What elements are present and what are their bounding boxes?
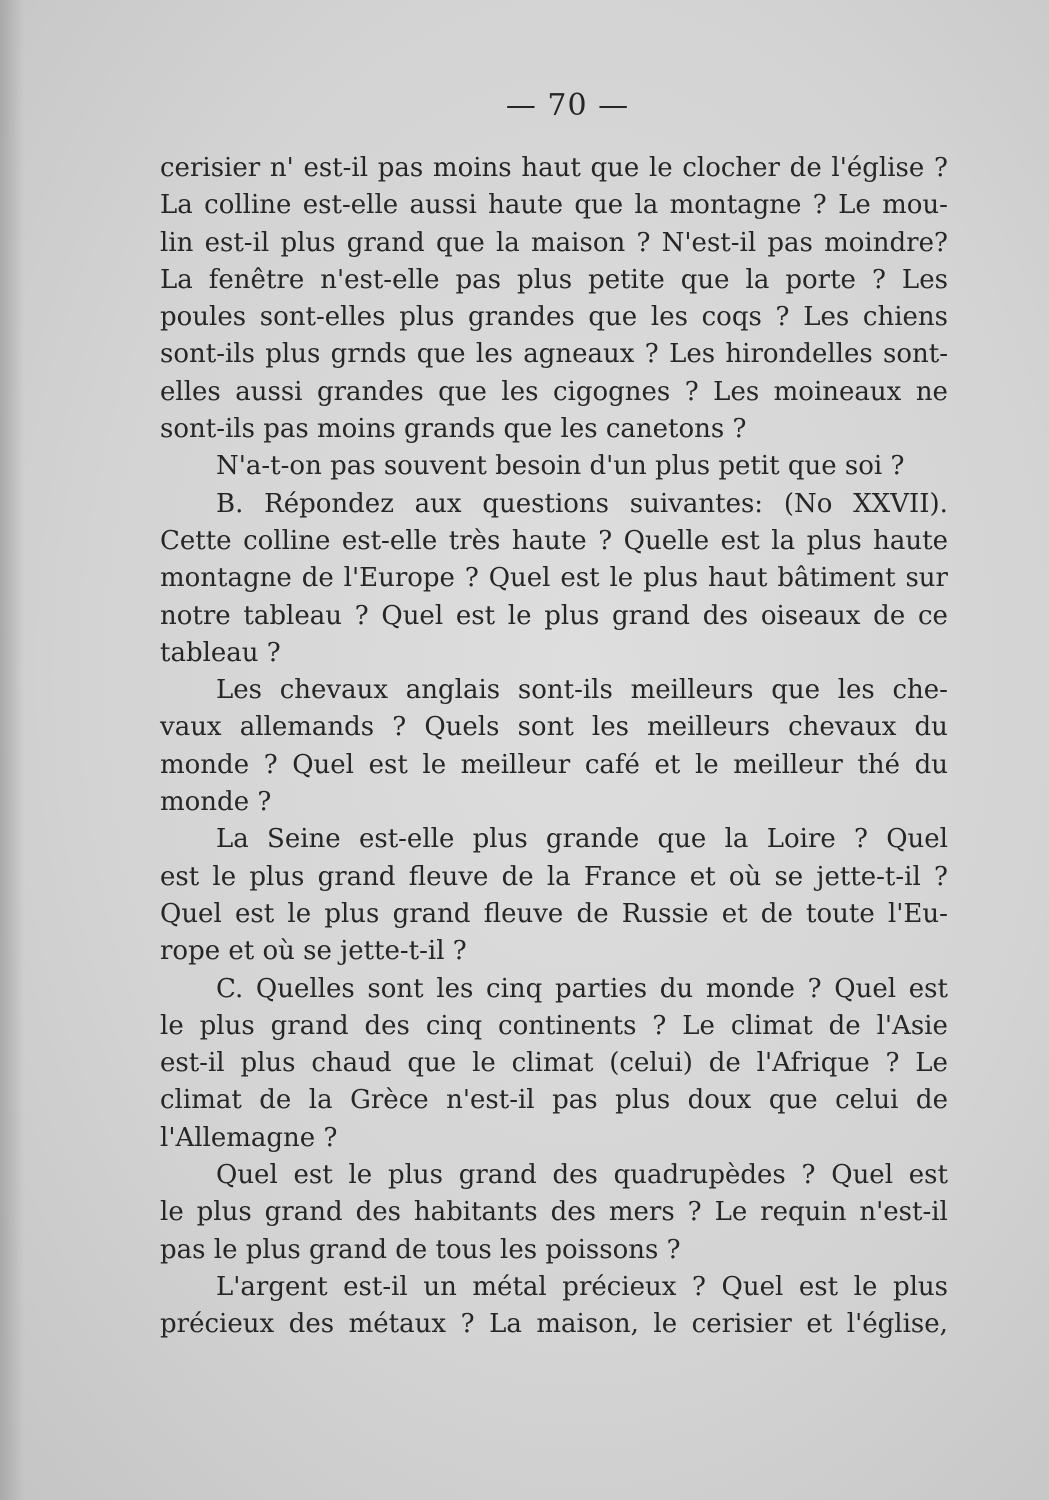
paragraph [160,672,948,821]
text-line: Cette colline est-elle très haute ? Quelle est la plus haute [160,525,948,556]
paragraph [160,971,948,1157]
text-line: Quel est le plus grand fleuve de Russie et de toute l'Eu- [160,898,948,929]
paragraph [160,1157,948,1269]
text-line: La colline est-elle aussi haute que la montagne ? Le mou- [160,190,948,221]
paragraph [160,150,948,448]
text-line: L'argent est-il un métal précieux ? Quel est le plus [216,1271,948,1302]
text-line: monde ? [160,787,272,818]
text-line: pas le plus grand de tous les poissons ? [160,1234,681,1265]
text-line: est-il plus chaud que le climat (celui) de l'Afrique ? Le [160,1048,948,1079]
page-gutter-shadow [0,0,24,1500]
text-line: sont-ils pas moins grands que les canetons ? [160,414,747,445]
text-line: B. Répondez aux questions suivantes: (No XXVII). [216,488,948,519]
text-line: Les chevaux anglais sont-ils meilleurs que les che- [216,675,948,706]
text-line: tableau ? [160,637,281,668]
paragraph [160,821,948,970]
page-number: — 70 — [505,88,630,123]
text-line: vaux allemands ? Quels sont les meilleurs chevaux du [160,712,948,743]
paragraph [160,486,948,672]
text-line: le plus grand des habitants des mers ? Le requin n'est-il [160,1197,948,1228]
text-line: l'Allemagne ? [160,1122,338,1153]
text-line: le plus grand des cinq continents ? Le climat de l'Asie [160,1010,948,1041]
text-line: elles aussi grandes que les cigognes ? Les moineaux ne [160,376,948,407]
text-line: cerisier n' est-il pas moins haut que le clocher de l'église ? [160,153,948,183]
text-line: sont-ils plus grnds que les agneaux ? Les hirondelles sont- [160,339,948,370]
text-line: Quel est le plus grand des quadrupèdes ? Quel est [216,1160,948,1191]
text-line: C. Quelles sont les cinq parties du monde ? Quel est [216,973,948,1004]
paragraph [160,448,948,485]
text-line: est le plus grand fleuve de la France et où se jette-t-il ? [160,861,948,892]
text-line: La fenêtre n'est-elle pas plus petite que la porte ? Les [160,264,948,295]
text-line: La Seine est-elle plus grande que la Loire ? Quel [216,824,948,855]
text-line: lin est-il plus grand que la maison ? N'est-il pas moindre? [160,227,948,258]
text-line: climat de la Grèce n'est-il pas plus doux que celui de [160,1085,948,1116]
text-line: monde ? Quel est le meilleur café et le meilleur thé du [160,749,948,780]
paragraph [160,1269,948,1344]
text-line: notre tableau ? Quel est le plus grand des oiseaux de ce [160,600,948,631]
text-line: précieux des métaux ? La maison, le cerisier et l'église, [160,1309,948,1340]
text-line: rope et où se jette-t-il ? [160,936,467,967]
body-text [160,150,948,1344]
text-line: poules sont-elles plus grandes que les coqs ? Les chiens [160,302,948,333]
text-line: montagne de l'Europe ? Quel est le plus haut bâtiment sur [160,563,948,594]
text-line: N'a-t-on pas souvent besoin d'un plus petit que soi ? [216,451,905,482]
